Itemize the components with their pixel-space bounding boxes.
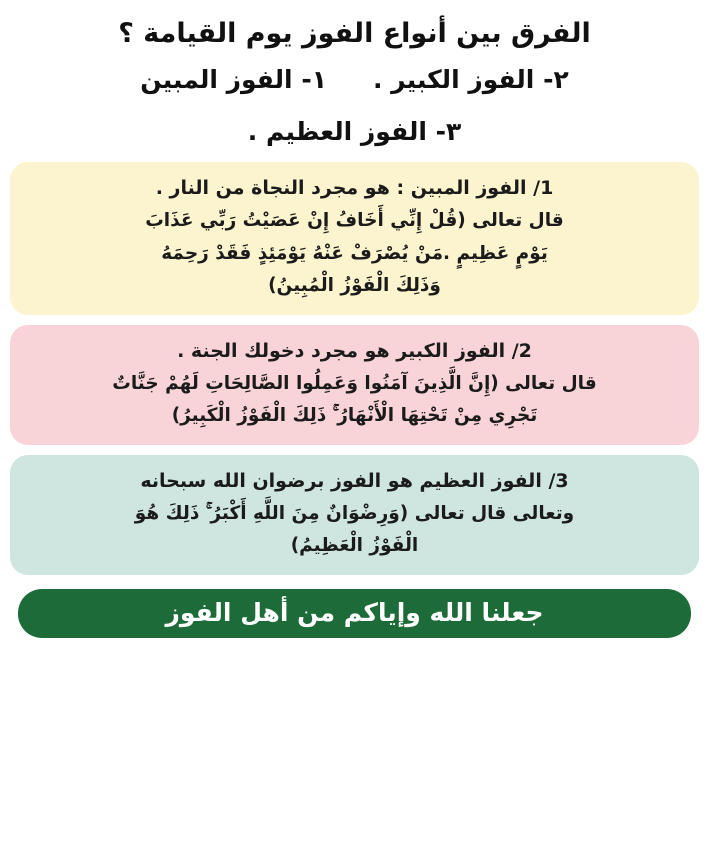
card3-line-1: 3/ الفوز العظيم هو الفوز برضوان الله سبحانه — [140, 469, 569, 492]
type-item-1: ١- الفوز المبين — [140, 65, 327, 95]
footer-dua: جعلنا الله وإياكم من أهل الفوز — [18, 589, 691, 638]
card1-line-3: يَوْمٍ عَظِيمٍ .مَنْ يُصْرَفْ عَنْهُ يَوْمَئِذٍ فَقَدْ رَحِمَهُ — [161, 242, 548, 264]
card2-line-1: 2/ الفوز الكبير هو مجرد دخولك الجنة . — [177, 339, 532, 362]
card3-line-3: الْفَوْزُ الْعَظِيمُ) — [290, 535, 419, 557]
card2-line-3: تَجْرِي مِنْ تَحْتِهَا الْأَنْهَارُ ۚ ذَلِكَ الْفَوْزُ الْكَبِيرُ) — [171, 405, 538, 427]
types-row — [10, 61, 699, 99]
card1-line-1: 1/ الفوز المبين : هو مجرد النجاة من النار . — [155, 177, 554, 200]
card-fawz-kabir — [10, 325, 699, 445]
card2-line-2: قال تعالى (إِنَّ الَّذِينَ آمَنُوا وَعَمِلُوا الصَّالِحَاتِ لَهُمْ جَنَّاتٌ — [112, 372, 597, 394]
card-fawz-mubin — [10, 162, 699, 314]
type-item-2: ٢- الفوز الكبير . — [372, 65, 569, 95]
card1-line-2: قال تعالى (قُلْ إِنِّي أَخَافُ إِنْ عَصَيْتُ رَبِّي عَذَابَ — [145, 210, 564, 232]
card-fawz-azim — [10, 455, 699, 575]
type-item-3: ٣- الفوز العظيم . — [247, 116, 462, 146]
page-title: الفرق بين أنواع الفوز يوم القيامة ؟ — [118, 18, 591, 49]
card1-line-4: وَذَلِكَ الْفَوْزُ الْمُبِينُ) — [268, 275, 441, 297]
card3-line-2: وتعالى قال تعالى (وَرِضْوَانٌ مِنَ اللَّهِ أَكْبَرُ ۚ ذَلِكَ هُوَ — [134, 502, 575, 524]
